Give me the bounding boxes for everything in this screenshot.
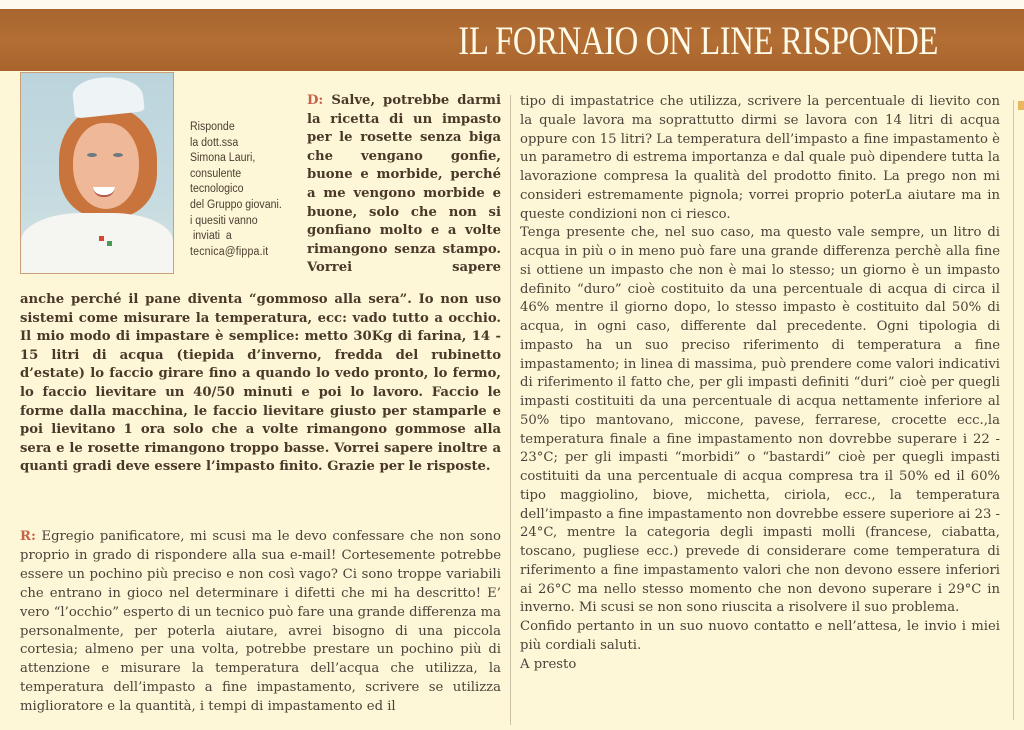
caption-line: consulente <box>190 167 242 180</box>
answer-paragraph: Confido pertanto in un suo nuovo contatto e nell’attesa, le invio i miei più cordiali saluti. <box>520 619 1000 653</box>
caption-line: tecnologico <box>190 183 244 196</box>
baker-hat-icon <box>71 73 145 118</box>
right-margin-rule <box>1013 100 1014 720</box>
consultant-photo <box>20 72 174 274</box>
caption-line: la dott.ssa <box>190 136 239 149</box>
question-body <box>20 291 501 477</box>
answer-marker: R: <box>20 529 36 544</box>
page-title: IL FORNAIO ON LINE RISPONDE <box>458 18 938 63</box>
answer-left-text: Egregio panificatore, mi scusi ma le devo confessare che non sono proprio in grado di rispondere alla sua e-mail! Cortesemente potrebbe essere un pochino più preciso e non così vago? Ci sono troppe variabili che entrano in gioco nel determinare i difetti che mi ha descritto! E’ vero “l’occhio” esperto di un tecnico può fare una grande differenza ma personalmente, per poterla aiutare, avrei bisogno di una piccola cortesia; almeno per una volta, potrebbe prestare un pochino più di attenzione e misurare la temperatura dell’acqua che utilizza, la temperatura dell’impasto a fine impastamento, scrivere se utilizza miglioratore e la quantità, i tempi di impastamento ed il <box>20 529 501 715</box>
right-margin-marker <box>1018 101 1024 110</box>
caption-line: i quesiti vanno <box>190 214 258 227</box>
answer-column-right <box>520 93 1000 674</box>
caption-line: del Gruppo giovani. <box>190 198 282 211</box>
caption-line: Simona Lauri, <box>190 152 256 165</box>
page-top-margin <box>0 0 1024 9</box>
photo-caption <box>190 120 291 260</box>
answer-paragraph: Tenga presente che, nel suo caso, ma questo vale sempre, un litro di acqua in più o in meno può fare una grande differenza perchè alla fine si ottiene un impasto che non è mai lo stesso; un giorno è un impasto definito “duro” cioè costituito da una percentuale di acqua di circa il 46% mentre il giorno dopo, lo stesso impasto è costituito dal 50% di acqua, in ogni caso, differente dal precedente. Ogni tipologia di impasto ha un suo preciso riferimento di temperatura a fine impastamento; in linea di massima, può prendere come valori indicativi di riferimento il fatto che, per gli impasti definiti “duri” cioè per quegli impasti costituiti da una percentuale di acqua nettamente inferiore al 50% tipo mantovano, miccone, pavese, ferrarese, crocette ecc.,la temperatura finale a fine impastamento non dovrebbe superare i 22 - 23°C; per gli impasti “morbidi” o “bastardi” cioè per quegli impasti costituiti da una percentuale di acqua compresa tra il 50% ed il 60% tipo maggiolino, biove, michetta, ciriola, ecc., la temperatura dell’impasto a fine impastamento non dovrebbe essere superiore ai 23 - 24°C, mentre la categoria degli impasti molli (francese, ciabatta, toscano, pugliese ecc.) prevede di considerare come temperatura di riferimento a fine impastamento valori che non devono essere inferiori ai 26°C ma nello stesso momento che non devono superare i 29°C in inverno. Mi scusi se non sono riuscita a risolvere il suo problema. <box>520 225 1000 616</box>
caption-line: Risponde <box>190 121 235 133</box>
photo-eye-right <box>113 153 123 157</box>
header-banner <box>0 9 1024 71</box>
question-intro-text: Salve, potrebbe darmi la ricetta di un impasto per le rosette senza biga che vengano gonfie, buone e morbide, perché a me vengono morbide e buone, solo che non si gonfiano molto e a volte rimangono senza stampo. Vorrei sapere <box>307 93 501 276</box>
column-divider <box>510 95 511 725</box>
question-marker: D: <box>307 93 324 108</box>
flag-badge-red <box>99 236 104 241</box>
answer-column-left <box>20 528 501 717</box>
photo-coat <box>21 213 173 274</box>
caption-line: inviati a <box>190 230 232 243</box>
flag-badge-green <box>107 241 112 246</box>
question-continued-text: anche perché il pane diventa “gommoso alla sera”. Io non uso sistemi come misurare la temperatura, ecc: vado tutto a occhio. Il mio modo di impastare è semplice: metto 30Kg di farina, 14 - 15 litri di acqua (tiepida d’inverno, fredda del rubinetto d’estate) lo faccio girare fino a quando lo vedo pronto, lo fermo, lo faccio lievitare un 40/50 minuti e poi lo lavoro. Faccio le forme dalla macchina, le faccio lievitare giusto per stamparle e poi lievitano 1 ora solo che a volte rimangono gommose alla sera e le rosette rimangono troppo basse. Vorrei sapere inoltre a quanti gradi deve essere l’impasto finito. Grazie per le risposte. <box>20 292 501 475</box>
answer-paragraph: tipo di impastatrice che utilizza, scrivere la percentuale di lievito con la quale lavora ma soprattutto dirmi se lavora con 14 litri di acqua oppure con 15 litri? La temperatura dell’impasto a fine impastamento è un parametro di estrema importanza e dal quale può dipendere tutta la lavorazione compresa la qualità del prodotto finito. La prego non mi consideri estremamente pignola; vorrei proprio poterLa aiutare ma in queste condizioni non ci riesco. <box>520 94 1000 222</box>
question-intro <box>307 92 501 278</box>
contact-email-link[interactable]: tecnica@fippa.it <box>190 245 269 258</box>
answer-signoff: A presto <box>520 656 577 672</box>
photo-eye-left <box>87 153 97 157</box>
